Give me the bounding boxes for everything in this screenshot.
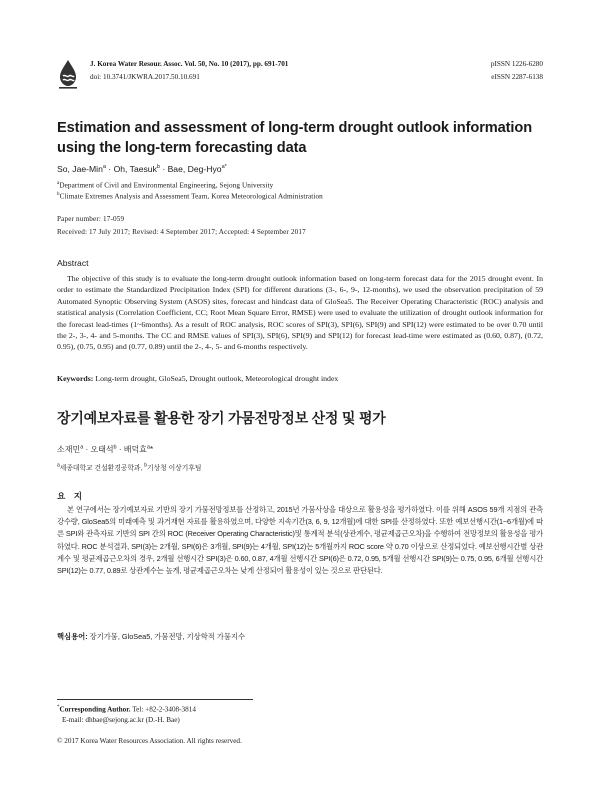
affiliation (57, 181, 273, 189)
author-affiliation-marker: a* (221, 164, 227, 171)
author-separator: · (159, 164, 168, 174)
journal-citation: J. Korea Water Resour. Assoc. Vol. 50, No. 10 (2017), pp. 691-701 (90, 60, 289, 68)
keywords (57, 374, 543, 383)
korean-keywords-label: 핵심용어: (57, 632, 88, 641)
corresponding-star: * (149, 445, 154, 454)
korean-abstract-text: 본 연구에서는 장기예보자료 기반의 장기 가뭄전망정보를 산정하고, 2015년 가뭄사상을 대상으로 활용성을 평가하였다. 이를 위해 ASOS 59개 지점의 관측강수량, GloSea5의 미래예측 및 과거재현 자료를 활용하였으며, 다양한 지속기간(3, 6, 9, 12개월)에 대한 SPI를 산정하였다. 또한 예보선행시간(1~6개월)에 따른 SPI와 관측자료 기반의 SPI 간의 ROC (Receiver Operating Characteristic)및 통계적 분석(상관계수, 평균제곱근오차)을 수행하여 전망정보의 활용성을 평가하였다. ROC 분석결과, SPI(3)는 2개월, SPI(6)은 3개월, SPI(9)는 4개월, SPI(12)는 5개월까지 ROC score 약 0.70 이상으로 산정되었다. 예보선행시간별 상관계수 및 평균제곱근오차의 경우, 2개월 선행시간 SPI(3)은 0.60, 0.87, 4개월 선행시간 SPI(6)은 0.72, 0.95, 5개월 선행시간 SPI(9)는 0.75, 0.95, 6개월 선행시간 SPI(12)는 0.77, 0.89로 상관계수는 높게, 평균제곱근오차는 낮게 산정되어 활용성이 있는 것으로 판단된다. (57, 505, 543, 576)
affiliation-text: 기상청 이상기후팀 (147, 465, 202, 472)
author-affiliation-marker: a (80, 444, 84, 451)
author-affiliation-marker: a (146, 444, 150, 451)
pissn: pISSN 1226-6280 (490, 60, 543, 68)
author-name: Oh, Taesuk (113, 164, 157, 174)
author-affiliation-marker: a (102, 164, 106, 171)
author-name: 소재민 (57, 445, 81, 454)
affiliation-text: Climate Extremes Analysis and Assessment Team, Korea Meteorological Administration (59, 192, 323, 201)
affiliation-marker: a (57, 181, 60, 186)
affiliation-text: 세종대학교 건설환경공학과, (59, 465, 145, 472)
korean-keywords (57, 632, 543, 642)
copyright-notice: © 2017 Korea Water Resources Association. All rights reserved. (57, 737, 242, 745)
footnote-divider (57, 699, 253, 700)
corresponding-author (57, 705, 196, 713)
eissn: eISSN 2287-6138 (491, 73, 543, 81)
corresponding-email[interactable]: E-mail: dhbae@sejong.ac.kr (D.-H. Bae) (62, 716, 180, 724)
affiliation (57, 192, 323, 200)
journal-logo-icon (57, 58, 79, 90)
author-affiliation-marker: b (156, 164, 160, 171)
author-separator: · (105, 164, 114, 174)
corresponding-tel: Tel: +82-2-3408-3814 (130, 705, 196, 714)
affiliation-text: Department of Civil and Environmental Engineering, Sejong University (59, 181, 274, 190)
paper-dates: Received: 17 July 2017; Revised: 4 September 2017; Accepted: 4 September 2017 (57, 228, 306, 236)
corresponding-label: Corresponding Author. (59, 705, 131, 714)
abstract-heading: Abstract (57, 258, 89, 268)
author-name: Bae, Deg-Hyo (167, 164, 222, 174)
korean-abstract-heading: 요 지 (57, 491, 85, 501)
affiliation-marker: b (144, 462, 148, 469)
corresponding-marker: * (57, 705, 60, 710)
affiliation-marker: a (57, 462, 60, 469)
author-list (57, 164, 227, 174)
korean-keywords-list: 장기가뭄, GloSea5, 가뭄전망, 기상학적 가뭄지수 (87, 632, 246, 641)
affiliation-marker: b (57, 192, 60, 197)
author-separator: · (83, 445, 91, 454)
keywords-list: Long-term drought, GloSea5, Drought outlook, Meteorological drought index (93, 374, 339, 383)
author-name: 배덕효 (123, 445, 147, 454)
korean-author-list (57, 444, 153, 455)
paper-title: Estimation and assessment of long-term drought outlook information using the long-term forecasting data (57, 120, 533, 156)
keywords-label: Keywords: (57, 374, 94, 383)
paper-number: Paper number: 17-059 (57, 215, 125, 223)
author-separator: · (116, 445, 124, 454)
doi[interactable]: doi: 10.3741/JKWRA.2017.50.10.691 (90, 73, 200, 81)
abstract-text: The objective of this study is to evaluate the long-term drought outlook information based on long-term forecast data for the 2015 drought event. In order to estimate the Standardized Precipitation Index (SPI) for different durations (3-, 6-, 9-, 12-months), we used the observation precipitation of 59 Automated Synoptic Observing System (ASOS) sites, forecast and hindcast data of GloSea5. The Receiver Operating Characteristic (ROC) analysis and statistical analysis (Correlation Coefficient, CC; Root Mean Square Error, RMSE) were used to evaluate the utilization of drought outlook information for the forecast lead-times (1~6months). As a result of ROC analysis, ROC scores of SPI(3), SPI(6), SPI(9) and SPI(12) were estimated to be over 0.70 until the 2-, 3-, 4- and 5-months. The CC and RMSE values of SPI(3), SPI(6), SPI(9) and SPI(12) for forecast lead-time were estimated as (0.60, 0.87), (0.72, 0.95), (0.75, 0.95) and (0.77, 0.89) until the 2-, 4-, 5- and 6-months respectively. (57, 274, 543, 352)
korean-title: 장기예보자료를 활용한 장기 가뭄전망정보 산정 및 평가 (57, 410, 386, 426)
author-name: So, Jae-Min (57, 164, 103, 174)
author-name: 오태석 (90, 445, 114, 454)
author-affiliation-marker: b (113, 444, 117, 451)
korean-affiliations (57, 462, 201, 472)
